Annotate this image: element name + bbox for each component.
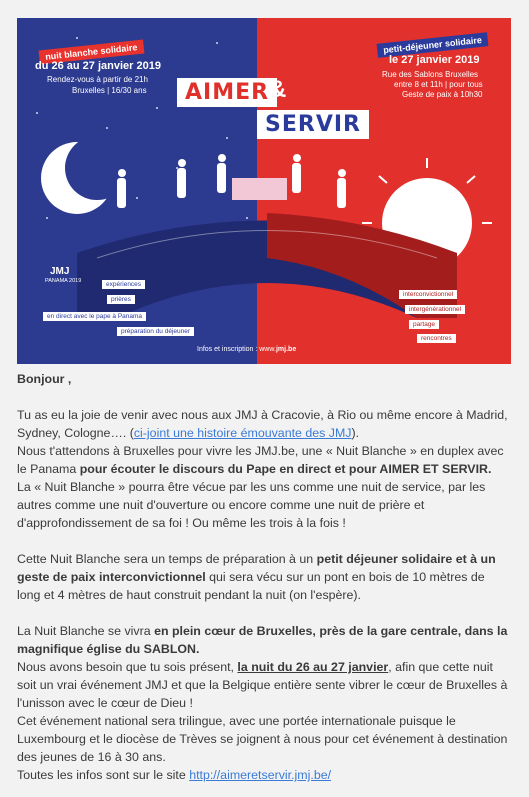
paragraph-6: [17, 658, 511, 712]
left-dates: du 26 au 27 janvier 2019: [35, 60, 161, 72]
p6-end: , afin que cette nuit soit un vrai événement JMJ et que la Belgique entière sente vibrer le cœur de Bruxelles à l'unisson avec le cœur de Dieu !: [17, 660, 508, 710]
paragraph-8: [17, 766, 511, 784]
p6-bold: la nuit du 26 au 27 janvier: [237, 660, 389, 674]
title-servir: SERVIR: [257, 110, 369, 139]
right-line3: Geste de paix à 10h30: [402, 90, 483, 99]
left-label-2: prières: [107, 295, 135, 304]
site-link[interactable]: http://aimeretservir.jmj.be/: [189, 768, 332, 782]
p4-end: qui sera vécu sur un pont en bois de 10 mètres de long et 4 mètres de haut construit pendant la nuit (on l'espère).: [17, 570, 485, 602]
paragraph-5: [17, 622, 511, 658]
right-line1: Rue des Sablons Bruxelles: [382, 70, 479, 79]
left-tag: nuit blanche solidaire: [39, 40, 144, 65]
email-body: [17, 370, 511, 784]
title-ampersand: &: [269, 76, 287, 103]
jmj-subtitle: PANAMA 2019: [45, 278, 82, 284]
left-label-3: en direct avec le pape à Panama: [43, 312, 146, 321]
history-link[interactable]: ci-joint une histoire émouvante des JMJ: [133, 426, 352, 440]
right-date: le 27 janvier 2019: [389, 54, 480, 66]
paragraph-1: [17, 406, 511, 442]
right-tag: petit-déjeuner solidaire: [377, 32, 489, 58]
poster-footer: [197, 346, 296, 353]
p8-text: Toutes les infos sont sur le site: [17, 768, 190, 782]
paragraph-3: La « Nuit Blanche » pourra être vécue par les uns comme une nuit de service, par les autres comme une nuit d'ouverture ou encore comme une nuit de prière et d'approfondissement de sa foi ! Ou même les trois à la fois !: [17, 480, 486, 530]
paragraph-4: [17, 550, 511, 604]
footer-domain: jmj.be: [275, 346, 297, 353]
paragraph-7: Cet événement national sera trilingue, avec une portée internationale puisque le Luxembourg et le diocèse de Trèves se joignent à nous pour cet événement à destination des jeunes de 16 à 30 ans.: [17, 714, 508, 764]
footer-prefix: Infos et inscription : www.: [197, 346, 276, 353]
p2-bold: pour écouter le discours du Pape en direct et pour AIMER ET SERVIR.: [79, 462, 492, 476]
greeting: Bonjour ,: [17, 372, 72, 386]
p2-text: Nous t'attendons à Bruxelles pour vivre les JMJ.be, une « Nuit Blanche » en duplex avec le Panama: [17, 444, 504, 476]
p6-text: Nous avons besoin que tu sois présent,: [17, 660, 238, 674]
left-label-4: préparation du déjeuner: [117, 327, 194, 336]
right-label-2: intergénérationnel: [405, 305, 465, 314]
event-poster[interactable]: [17, 18, 511, 364]
p5-bold: en plein cœur de Bruxelles, près de la gare centrale, dans la magnifique église du SABLON.: [17, 624, 508, 656]
p4-bold: petit déjeuner solidaire et à un geste de paix interconvictionnel: [17, 552, 496, 584]
right-label-4: rencontres: [417, 334, 456, 343]
p4-text: Cette Nuit Blanche sera un temps de préparation à un: [17, 552, 317, 566]
p1-end: ).: [351, 426, 360, 440]
paragraph-2: [17, 442, 511, 478]
right-line2: entre 8 et 11h | pour tous: [394, 80, 483, 89]
left-place: Bruxelles | 16/30 ans: [72, 86, 147, 95]
jmj-logo: JMJ: [50, 266, 70, 277]
left-time: Rendez-vous à partir de 21h: [47, 75, 148, 84]
title-aimer: AIMER: [177, 78, 277, 107]
right-label-3: partage: [409, 320, 439, 329]
p5-text: La Nuit Blanche se vivra: [17, 624, 155, 638]
p1-text: Tu as eu la joie de venir avec nous aux JMJ à Cracovie, à Rio ou même encore à Madrid, Sydney, Cologne…. (: [17, 408, 508, 440]
left-label-1: expériences: [102, 280, 145, 289]
right-label-1: interconvictionnel: [399, 290, 457, 299]
